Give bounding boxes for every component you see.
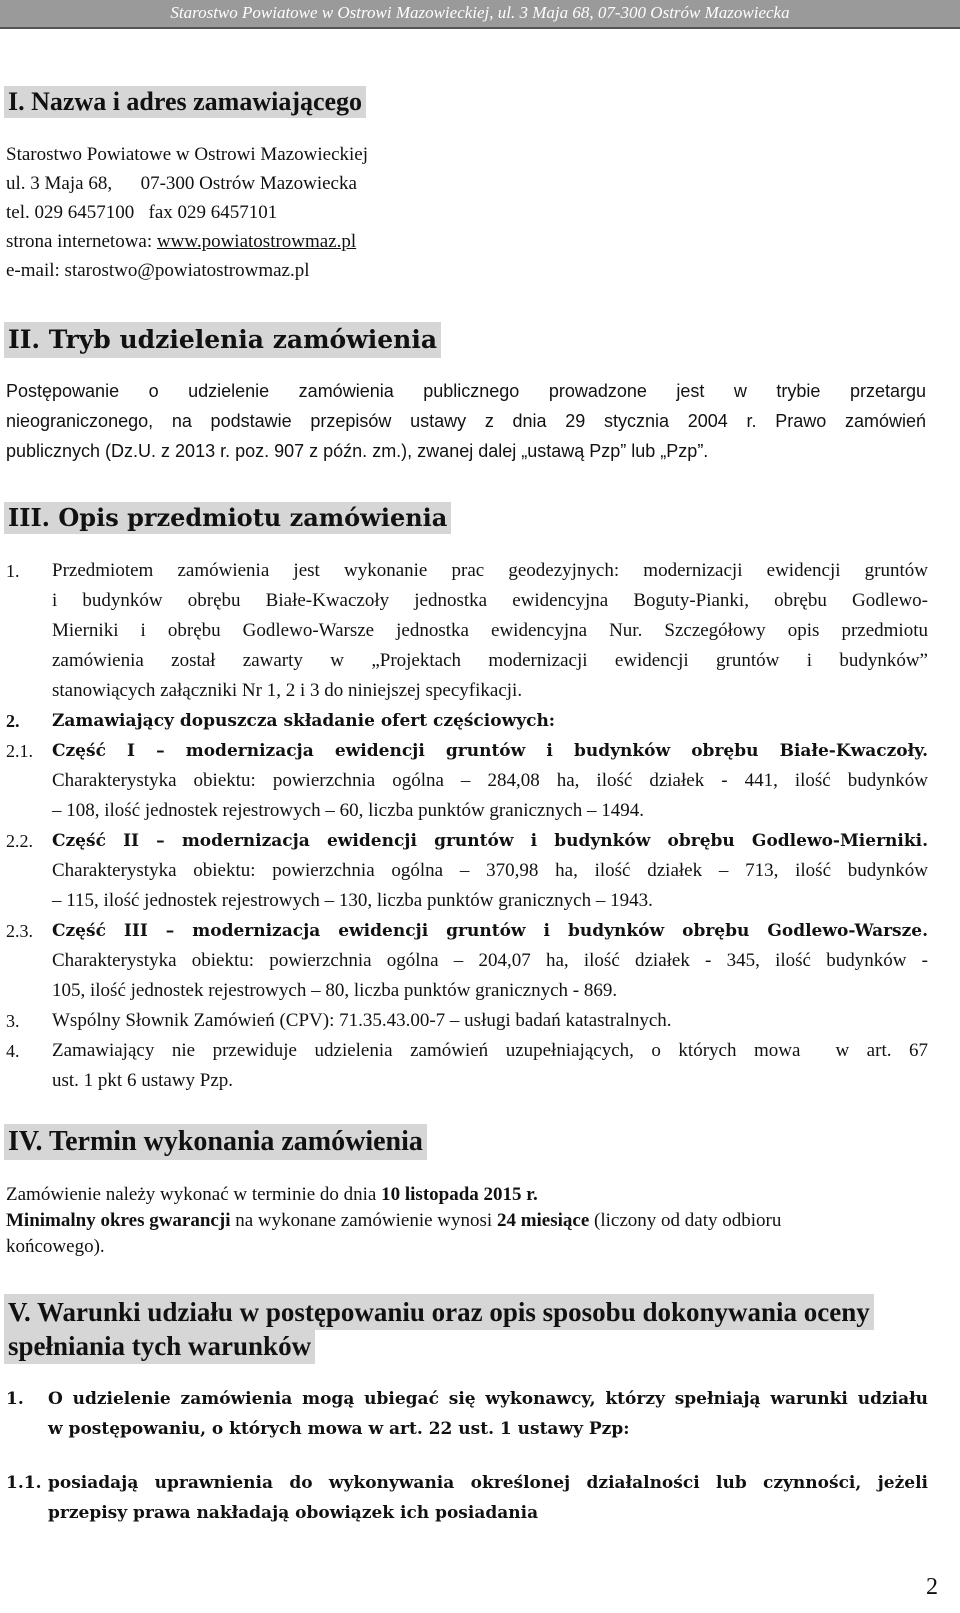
header-rule <box>0 27 960 29</box>
item-text: przepisy prawa nakładają obowiązek ich posiadania <box>48 1503 539 1523</box>
item-number: 1.1. <box>6 1473 42 1493</box>
section-5-heading: V. Warunki udziału w postępowaniu oraz opis sposobu dokonywania oceny <box>4 1294 874 1330</box>
item-number: 1. <box>6 1389 24 1409</box>
phone-line: tel. 029 6457100 fax 029 6457101 <box>6 202 278 223</box>
section-2-text: nieograniczonego, na podstawie przepisów ustawy z dnia 29 stycznia 2004 r. Prawo zamówień <box>6 411 926 431</box>
part-text: 105, ilość jednostek rejestrowych – 80, liczba punktów granicznych - 869. <box>52 980 618 1001</box>
part-title: Część III – modernizacja ewidencji gruntów i budynków obrębu Godlewo-Warsze. <box>52 921 928 941</box>
section-2-text: publicznych (Dz.U. z 2013 r. poz. 907 z późn. zm.), zwanej dalej „ustawą Pzp” lub „Pzp”. <box>6 441 709 461</box>
item-text: Wspólny Słownik Zamówień (CPV): 71.35.43.00-7 – usługi badań katastralnych. <box>52 1010 672 1031</box>
item-text: w postępowaniu, o których mowa w art. 22 ust. 1 ustawy Pzp: <box>48 1419 630 1439</box>
item-text: Zamawiający dopuszcza składanie ofert częściowych: <box>52 711 556 731</box>
part-text: Charakterystyka obiektu: powierzchnia ogólna – 204,07 ha, ilość działek - 345, ilość budynków - <box>52 950 928 971</box>
item-text: Przedmiotem zamówienia jest wykonanie prac geodezyjnych: modernizacji ewidencji gruntów <box>52 560 928 581</box>
deadline-text: Zamówienie należy wykonać w terminie do dnia <box>6 1184 382 1205</box>
part-title: Część I – modernizacja ewidencji gruntów i budynków obrębu Białe-Kwaczoły. <box>52 741 928 761</box>
part-text: Charakterystyka obiektu: powierzchnia ogólna – 284,08 ha, ilość działek - 441, ilość budynków <box>52 770 928 791</box>
section-2-text: Postępowanie o udzielenie zamówienia publicznego prowadzone jest w trybie przetargu <box>6 381 926 401</box>
item-number: 3. <box>6 1011 20 1031</box>
section-4-heading: IV. Termin wykonania zamówienia <box>4 1124 427 1160</box>
warranty-line-end: końcowego). <box>6 1236 105 1257</box>
warranty-label: Minimalny okres gwarancji <box>6 1210 231 1231</box>
section-5-heading-cont: spełniania tych warunków <box>4 1328 315 1364</box>
deadline-date: 10 listopada 2015 r. <box>381 1184 538 1205</box>
item-text: i budynków obrębu Białe-Kwaczoły jednostka ewidencyjna Boguty-Pianki, obrębu Godlewo- <box>52 590 928 611</box>
part-text: – 115, ilość jednostek rejestrowych – 130, liczba punktów granicznych – 1943. <box>52 890 653 911</box>
website-link[interactable]: www.powiatostrowmaz.pl <box>156 231 357 252</box>
running-header: Starostwo Powiatowe w Ostrowi Mazowieckiej, ul. 3 Maja 68, 07-300 Ostrów Mazowiecka <box>0 0 960 27</box>
section-2-heading: II. Tryb udzielenia zamówienia <box>4 322 441 358</box>
warranty-tail: (liczony od daty odbioru <box>589 1210 782 1231</box>
part-number: 2.3. <box>6 921 33 941</box>
item-text: zamówienia został zawarty w „Projektach modernizacji ewidencji gruntów i budynków” <box>52 650 928 671</box>
item-text: O udzielenie zamówienia mogą ubiegać się wykonawcy, którzy spełniają warunki udziału <box>48 1389 928 1409</box>
item-number: 4. <box>6 1041 20 1061</box>
part-text: – 108, ilość jednostek rejestrowych – 60, liczba punktów granicznych – 1494. <box>52 800 645 821</box>
item-number: 2. <box>6 711 20 731</box>
item-text: stanowiących załączniki Nr 1, 2 i 3 do niniejszej specyfikacji. <box>52 680 523 701</box>
item-text: Zamawiający nie przewiduje udzielenia zamówień uzupełniających, o których mowa w art. 67 <box>52 1040 928 1061</box>
item-text: Mierniki i obrębu Godlewo-Warsze jednostka ewidencyjna Nur. Szczegółowy opis przedmiotu <box>52 620 928 641</box>
warranty-period: 24 miesiące <box>496 1210 590 1231</box>
deadline-line <box>6 1182 538 1208</box>
part-number: 2.1. <box>6 741 33 761</box>
section-3-heading: III. Opis przedmiotu zamówienia <box>4 502 451 534</box>
address-line: Starostwo Powiatowe w Ostrowi Mazowieckiej <box>6 144 368 165</box>
section-1-heading: I. Nazwa i adres zamawiającego <box>4 86 366 118</box>
website-label: strona internetowa: <box>6 231 157 252</box>
website-line <box>6 229 356 255</box>
part-number: 2.2. <box>6 831 33 851</box>
address-line: ul. 3 Maja 68, 07-300 Ostrów Mazowiecka <box>6 173 357 194</box>
warranty-line <box>6 1208 781 1234</box>
part-title: Część II – modernizacja ewidencji gruntów i budynków obrębu Godlewo-Mierniki. <box>52 831 928 851</box>
part-text: Charakterystyka obiektu: powierzchnia ogólna – 370,98 ha, ilość działek – 713, ilość budynków <box>52 860 928 881</box>
item-text: ust. 1 pkt 6 ustawy Pzp. <box>52 1070 234 1091</box>
item-text: posiadają uprawnienia do wykonywania określonej działalności lub czynności, jeżeli <box>48 1473 928 1493</box>
page-number: 2 <box>926 1574 938 1600</box>
email-line: e-mail: starostwo@powiatostrowmaz.pl <box>6 260 310 281</box>
item-number: 1. <box>6 561 20 581</box>
warranty-text: na wykonane zamówienie wynosi <box>230 1210 497 1231</box>
